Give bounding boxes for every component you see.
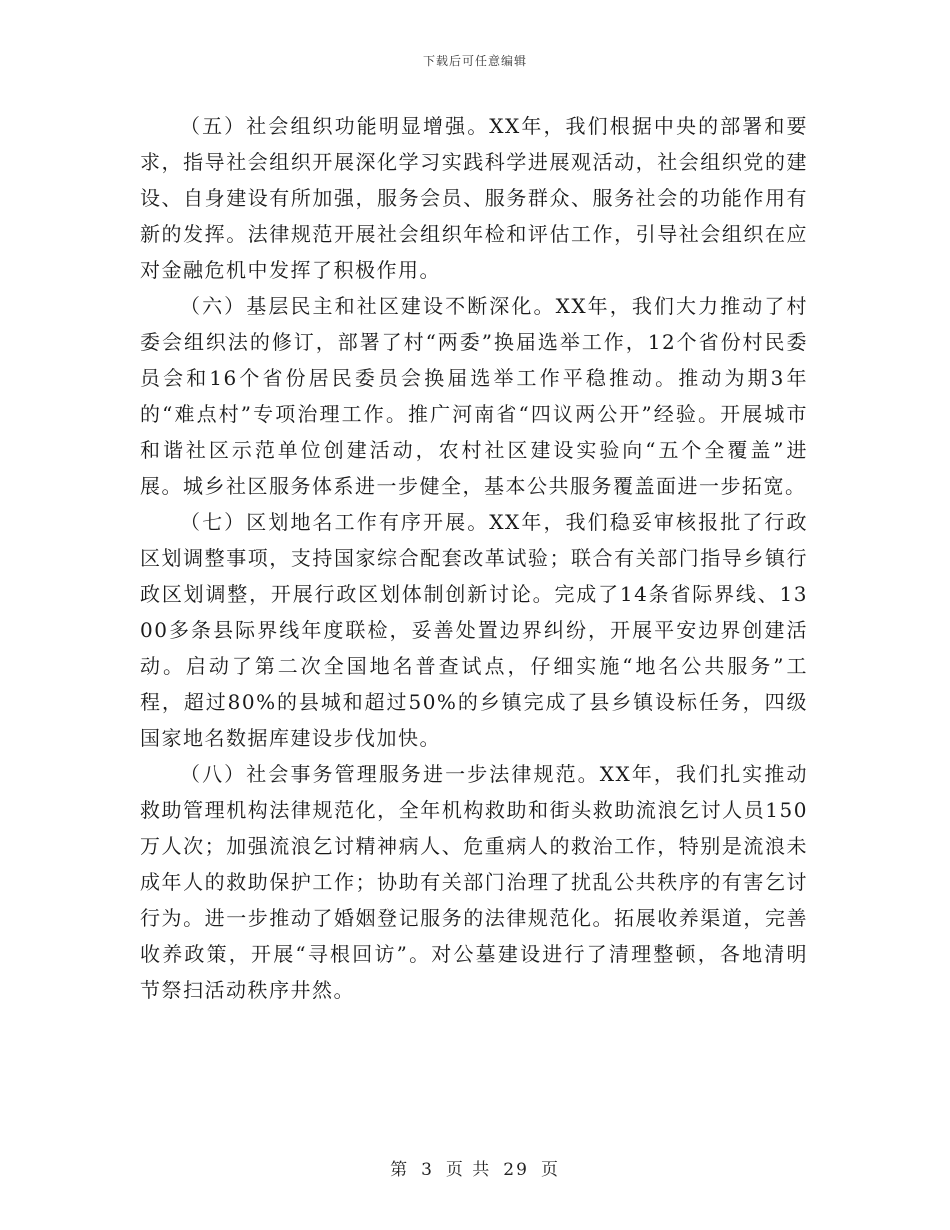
paragraph-six: （六）基层民主和社区建设不断深化。XX年，我们大力推动了村委会组织法的修订，部署了村“两委”换届选举工作，12个省份村民委员会和16个省份居民委员会换届选举工作平稳推动。推动为期3年的“难点村”专项治理工作。推广河南省“四议两公开”经验。开展城市和谐社区示范单位创建活动，农村社区建设实验向“五个全覆盖”进展。城乡社区服务体系进一步健全，基本公共服务覆盖面进一步拓宽。	[140, 294, 808, 498]
header-note: 下载后可任意编辑	[422, 54, 527, 68]
footer-middle: 页 共	[445, 1160, 492, 1180]
footer-suffix: 页	[540, 1160, 560, 1180]
document-body	[140, 108, 808, 1008]
page-footer	[0, 1155, 950, 1180]
total-page-count: 29	[503, 1160, 529, 1180]
current-page-number: 3	[421, 1160, 434, 1180]
paragraph-seven: （七）区划地名工作有序开展。XX年，我们稳妥审核报批了行政区划调整事项，支持国家综合配套改革试验；联合有关部门指导乡镇行政区划调整，开展行政区划体制创新讨论。完成了14条省际界线、1300多条县际界线年度联检，妥善处置边界纠纷，开展平安边界创建活动。启动了第二次全国地名普查试点，仔细实施“地名公共服务”工程，超过80%的县城和超过50%的乡镇完成了县乡镇设标任务，四级国家地名数据库建设步伐加快。	[140, 510, 808, 750]
footer-prefix: 第	[390, 1160, 410, 1180]
paragraph-eight: （八）社会事务管理服务进一步法律规范。XX年，我们扎实推动救助管理机构法律规范化，全年机构救助和街头救助流浪乞讨人员150万人次；加强流浪乞讨精神病人、危重病人的救治工作，特别是流浪未成年人的救助保护工作；协助有关部门治理了扰乱公共秩序的有害乞讨行为。进一步推动了婚姻登记服务的法律规范化。拓展收养渠道，完善收养政策，开展“寻根回访”。对公墓建设进行了清理整顿，各地清明节祭扫活动秩序井然。	[140, 762, 808, 1002]
paragraph-five: （五）社会组织功能明显增强。XX年，我们根据中央的部署和要求，指导社会组织开展深化学习实践科学进展观活动，社会组织党的建设、自身建设有所加强，服务会员、服务群众、服务社会的功能作用有新的发挥。法律规范开展社会组织年检和评估工作，引导社会组织在应对金融危机中发挥了积极作用。	[140, 114, 808, 282]
